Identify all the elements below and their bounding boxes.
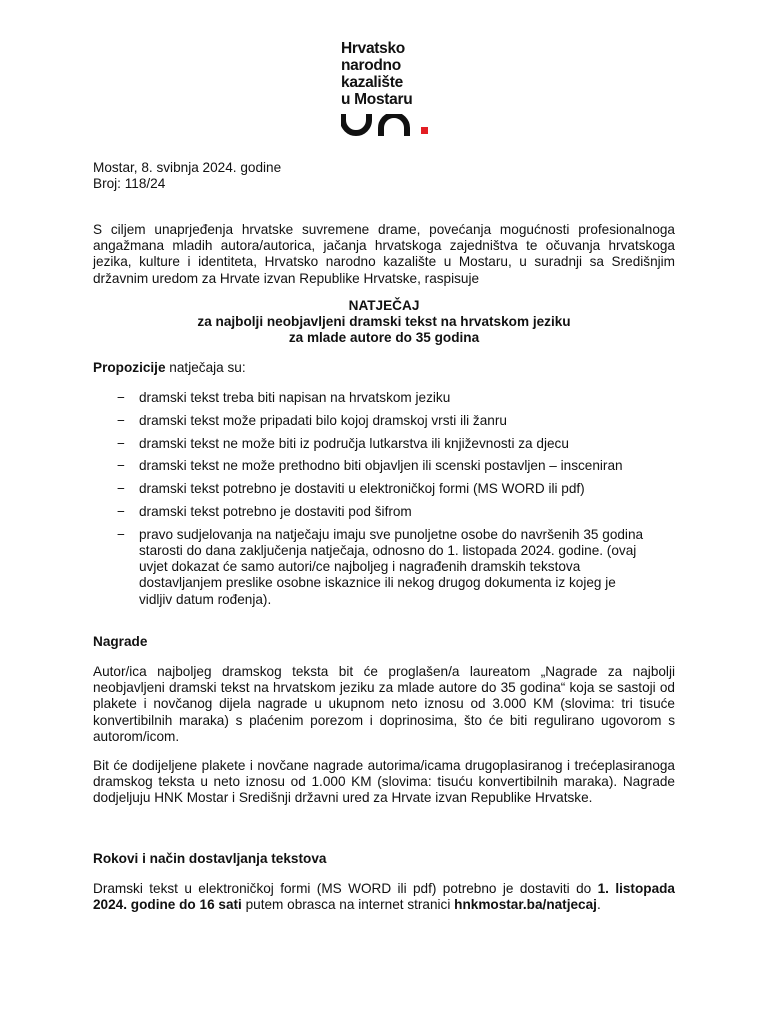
deadlines-text: .	[596, 897, 601, 913]
logo-line: kazalište	[341, 74, 403, 91]
list-item	[93, 481, 675, 497]
propositions-label-bold: Propozicije	[93, 360, 166, 375]
logo-accent-dot	[421, 127, 428, 134]
logo-mark-icon	[341, 114, 431, 136]
deadlines-paragraph	[93, 881, 675, 913]
list-item-text: dramski tekst može pripadati bilo kojoj dramskoj vrsti ili žanru	[139, 412, 507, 428]
list-item	[93, 413, 675, 429]
list-item-text: dramski tekst ne može prethodno biti objavljen ili scenski postavljen – insceniran	[139, 458, 623, 474]
list-item-text: dramski tekst potrebno je dostaviti u elektroničkoj formi (MS WORD ili pdf)	[139, 481, 585, 497]
awards-heading: Nagrade	[93, 634, 148, 649]
deadlines-text: Dramski tekst u elektroničkoj formi (MS WORD ili pdf) potrebno je dostaviti do	[93, 881, 598, 896]
list-item	[93, 458, 675, 474]
awards-paragraph-1: Autor/ica najboljeg dramskog teksta bit će proglašen/a laureatom „Nagrade za najbolji neobjavljeni dramski tekst na hrvatskom jeziku za mlade autore do 35 godina“ koja se sastoji od plakete i novčanog dijela nagrade u ukupnom neto iznosu od 3.000 KM (slovima: tri tisuće konvertibilnih maraka) s plaćenim porezom i doprinosima, što će biti regulirano ugovorom s autorom/icom.	[93, 664, 675, 744]
deadlines-heading: Rokovi i način dostavljanja tekstova	[93, 851, 327, 866]
dash-bullet: −	[117, 458, 125, 474]
dash-bullet: −	[117, 412, 125, 428]
logo-line: u Mostaru	[341, 91, 413, 108]
propositions-label-rest: natječaja su:	[165, 360, 246, 375]
number-line: Broj: 118/24	[93, 176, 166, 192]
title-line: za mlade autore do 35 godina	[288, 330, 480, 346]
deadline-date: 1. listopada 2024. godine do 16 sati	[93, 881, 675, 913]
dash-bullet: −	[117, 435, 125, 451]
deadlines-text: putem obrasca na internet stranici	[241, 897, 455, 913]
submission-link[interactable]: hnkmostar.ba/natjecaj	[454, 897, 597, 913]
propositions-list	[93, 390, 675, 614]
date-line: Mostar, 8. svibnja 2024. godine	[93, 160, 282, 175]
logo-line: Hrvatsko	[341, 40, 405, 57]
list-item	[93, 436, 675, 452]
intro-paragraph: S ciljem unaprjeđenja hrvatske suvremene drame, povećanja mogućnosti profesionalnoga angažmana mladih autora/autorica, jačanja hrvatskoga zajedništva te očuvanja hrvatskoga jezika, kulture i identiteta, Hrvatsko narodno kazalište u Mostaru, u suradnji sa Središnjim državnim uredom za Hrvate izvan Republike Hrvatske, raspisuje	[93, 222, 675, 286]
list-item-text: dramski tekst treba biti napisan na hrvatskom jeziku	[139, 390, 451, 405]
title-line: NATJEČAJ	[348, 298, 420, 313]
dash-bullet: −	[117, 503, 125, 519]
awards-paragraph-2: Bit će dodijeljene plakete i novčane nagrade autorima/icama drugoplasiranog i trećeplasiranoga dramskog teksta u neto iznosu od 1.000 KM (slovima: tisuću konvertibilnih maraka). Nagrade dodjeljuju HNK Mostar i Središnji državni ured za Hrvate izvan Republike Hrvatske.	[93, 758, 675, 806]
list-item-text: pravo sudjelovanja na natječaju imaju sve punoljetne osobe do navršenih 35 godina starosti do dana zaključenja natječaja, odnosno do 1. listopada 2024. godine. (ovaj uvjet dokazat će samo autori/ce najboljeg i nagrađenih dramskih tekstova dostavljanjem preslike osobne iskaznice ili nekog drugog dokumenta iz kojeg je vidljiv datum rođenja).	[139, 526, 644, 607]
document-title	[93, 298, 675, 347]
list-item-text: dramski tekst potrebno je dostaviti pod šifrom	[139, 503, 412, 519]
document-meta	[93, 160, 675, 192]
theatre-logo	[341, 40, 441, 136]
dash-bullet: −	[117, 526, 125, 542]
dash-bullet: −	[117, 390, 125, 405]
list-item	[93, 504, 675, 520]
list-item-text: dramski tekst ne može biti iz područja lutkarstva ili književnosti za djecu	[139, 435, 569, 451]
title-line: za najbolji neobjavljeni dramski tekst na hrvatskom jeziku	[197, 314, 571, 330]
list-item	[93, 390, 675, 406]
dash-bullet: −	[117, 481, 125, 497]
propositions-label	[93, 360, 675, 376]
logo-line: narodno	[341, 57, 401, 74]
list-item	[93, 527, 675, 608]
